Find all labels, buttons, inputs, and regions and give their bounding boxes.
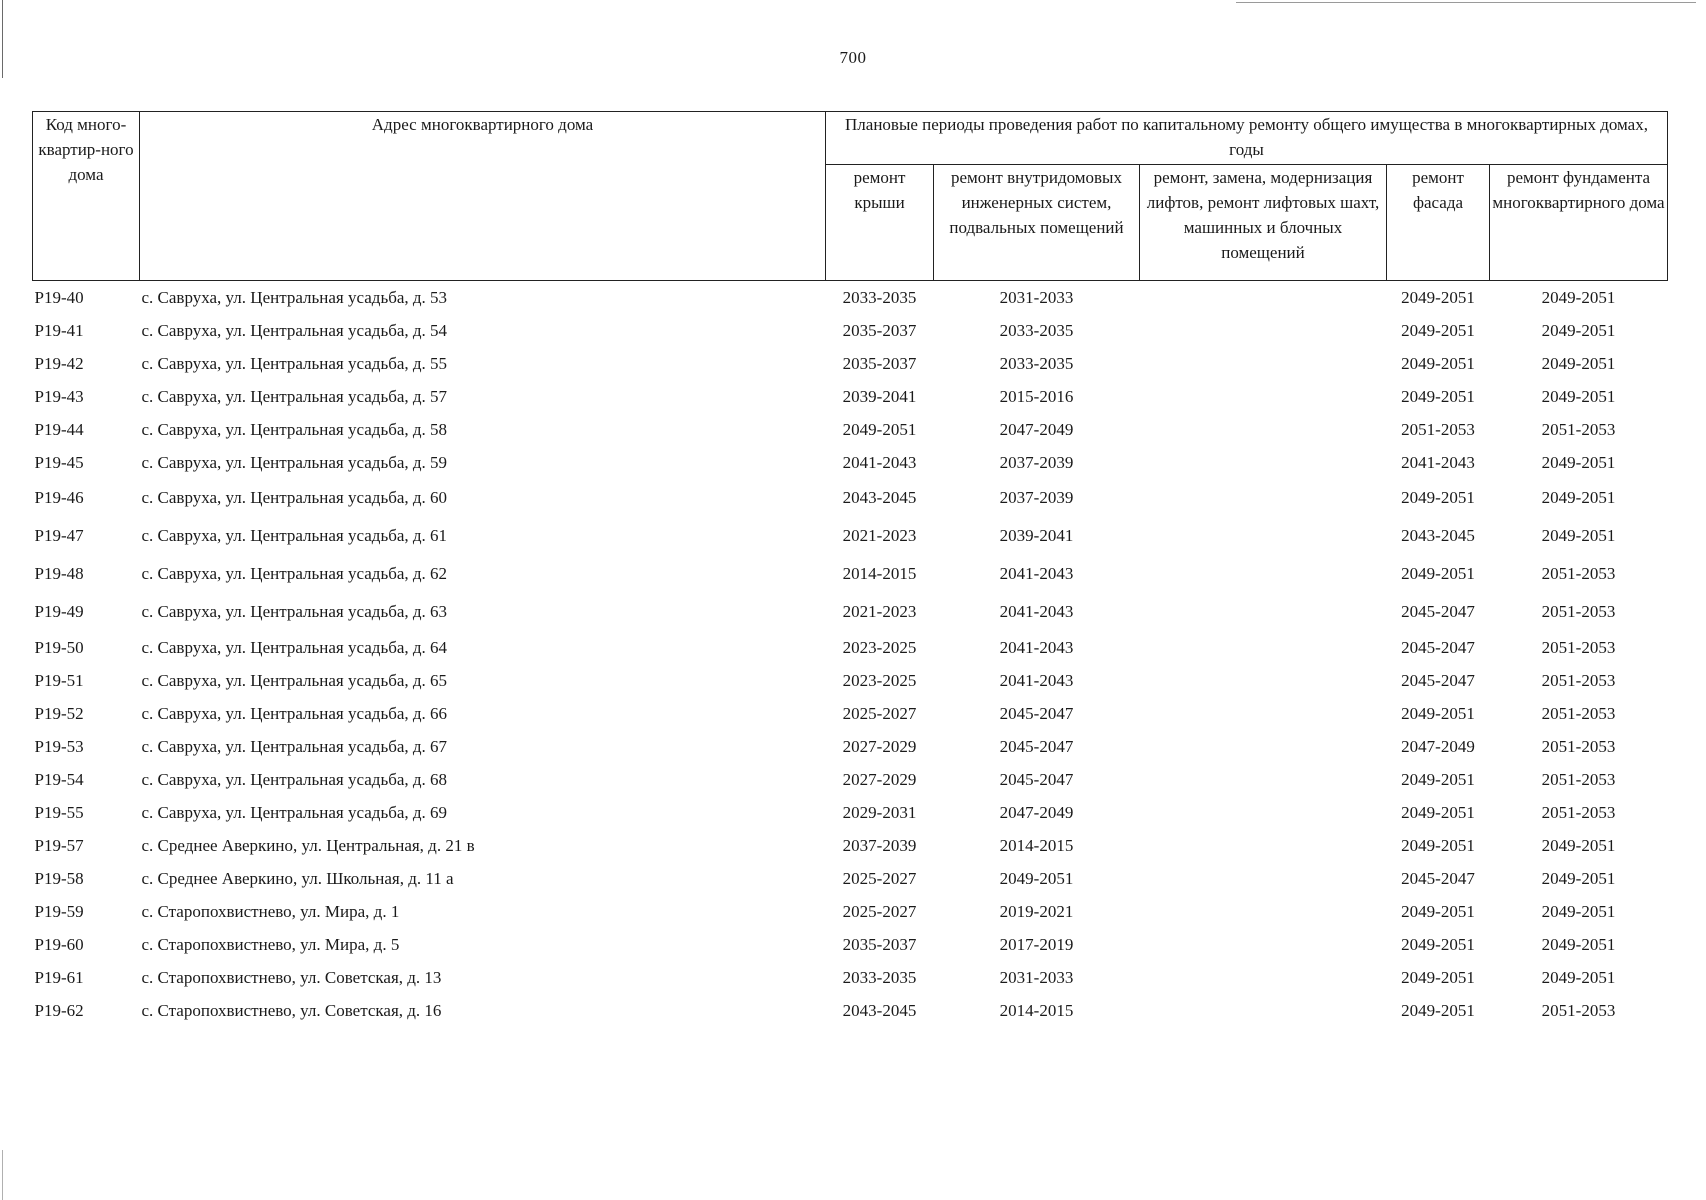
cell-address: с. Старопохвистнево, ул. Советская, д. 13 [141,967,442,987]
cell-facade: 2049-2051 [1401,320,1475,340]
table-row [33,730,1668,763]
cell-roof: 2025-2027 [842,868,917,888]
cell-elevators [1140,730,1387,763]
cell-code: Р19-50 [34,637,84,657]
scan-artifact-line [1236,2,1696,3]
cell-roof: 2043-2045 [842,1000,917,1020]
cell-facade: 2049-2051 [1401,703,1475,723]
cell-address: с. Савруха, ул. Центральная усадьба, д. 69 [141,802,448,822]
cell-foundation: 2049-2051 [1541,526,1616,545]
cell-foundation: 2051-2053 [1541,564,1616,583]
cell-elevators [1140,994,1387,1027]
cell-facade: 2049-2051 [1401,488,1475,507]
cell-elevators [1140,928,1387,961]
cell-facade: 2049-2051 [1401,967,1475,987]
cell-address: с. Савруха, ул. Центральная усадьба, д. 59 [141,452,448,472]
cell-elevators [1140,479,1387,517]
cell-code: Р19-43 [34,386,84,406]
cell-roof: 2027-2029 [842,736,917,756]
cell-roof: 2021-2023 [842,602,917,621]
cell-foundation: 2051-2053 [1541,1000,1616,1020]
cell-facade: 2049-2051 [1401,564,1475,583]
header-periods-group: Плановые периоды проведения работ по капитальному ремонту общего имущества в многоквартирных домах, годы [826,112,1668,165]
cell-code: Р19-54 [34,769,84,789]
cell-systems: 2031-2033 [999,967,1074,987]
cell-foundation: 2049-2051 [1541,868,1616,888]
cell-facade: 2049-2051 [1401,901,1475,921]
cell-roof: 2033-2035 [842,287,917,307]
cell-code: Р19-61 [34,967,84,987]
cell-facade: 2051-2053 [1401,419,1475,439]
cell-systems: 2041-2043 [999,670,1074,690]
cell-code: Р19-40 [34,287,84,307]
cell-systems: 2041-2043 [999,602,1074,621]
cell-facade: 2049-2051 [1401,1000,1475,1020]
table-row [33,593,1668,631]
cell-foundation: 2049-2051 [1541,967,1616,987]
table-row [33,961,1668,994]
table-row [33,796,1668,829]
cell-facade: 2041-2043 [1401,452,1475,472]
capital-repair-table [32,111,1668,1027]
cell-foundation: 2049-2051 [1541,287,1616,307]
cell-foundation: 2049-2051 [1541,452,1616,472]
cell-elevators [1140,517,1387,555]
table-row [33,928,1668,961]
cell-systems: 2045-2047 [999,769,1074,789]
table-row [33,347,1668,380]
cell-foundation: 2049-2051 [1541,488,1616,507]
cell-code: Р19-45 [34,452,84,472]
cell-address: с. Савруха, ул. Центральная усадьба, д. 67 [141,736,448,756]
header-systems: ремонт внутридомовых инженерных систем, подвальных помещений [934,165,1140,281]
table-row [33,517,1668,555]
header-facade: ремонт фасада [1387,165,1490,281]
cell-foundation: 2051-2053 [1541,736,1616,756]
scan-artifact-line [2,1150,3,1200]
cell-code: Р19-60 [34,934,84,954]
cell-facade: 2049-2051 [1401,835,1475,855]
cell-roof: 2023-2025 [842,637,917,657]
cell-address: с. Среднее Аверкино, ул. Школьная, д. 11 а [141,868,454,888]
cell-systems: 2047-2049 [999,419,1074,439]
cell-systems: 2033-2035 [999,320,1074,340]
cell-elevators [1140,593,1387,631]
cell-foundation: 2051-2053 [1541,802,1616,822]
cell-address: с. Савруха, ул. Центральная усадьба, д. 68 [141,769,448,789]
cell-code: Р19-59 [34,901,84,921]
cell-foundation: 2051-2053 [1541,602,1616,621]
cell-systems: 2045-2047 [999,736,1074,756]
cell-facade: 2047-2049 [1401,736,1475,756]
cell-foundation: 2049-2051 [1541,386,1616,406]
cell-code: Р19-41 [34,320,84,340]
cell-address: с. Савруха, ул. Центральная усадьба, д. 65 [141,670,448,690]
cell-systems: 2015-2016 [999,386,1074,406]
cell-elevators [1140,829,1387,862]
cell-foundation: 2051-2053 [1541,419,1616,439]
header-address: Адрес многоквартирного дома [140,112,826,281]
cell-elevators [1140,697,1387,730]
cell-elevators [1140,961,1387,994]
cell-facade: 2045-2047 [1401,637,1475,657]
cell-address: с. Старопохвистнево, ул. Мира, д. 1 [141,901,400,921]
cell-facade: 2045-2047 [1401,868,1475,888]
cell-systems: 2017-2019 [999,934,1074,954]
cell-elevators [1140,314,1387,347]
cell-roof: 2021-2023 [842,526,917,545]
cell-elevators [1140,555,1387,593]
table-row [33,763,1668,796]
cell-systems: 2049-2051 [999,868,1074,888]
table-row [33,664,1668,697]
cell-roof: 2035-2037 [842,353,917,373]
cell-foundation: 2049-2051 [1541,320,1616,340]
table-row [33,994,1668,1027]
header-foundation: ремонт фундамента многоквартирного дома [1490,165,1668,281]
cell-code: Р19-47 [34,526,84,545]
cell-elevators [1140,281,1387,315]
cell-code: Р19-58 [34,868,84,888]
cell-facade: 2049-2051 [1401,353,1475,373]
cell-code: Р19-55 [34,802,84,822]
table-row [33,281,1668,315]
cell-code: Р19-49 [34,602,84,621]
cell-foundation: 2049-2051 [1541,934,1616,954]
cell-code: Р19-62 [34,1000,84,1020]
cell-code: Р19-42 [34,353,84,373]
cell-facade: 2049-2051 [1401,386,1475,406]
table-row [33,895,1668,928]
header-code: Код много-квартир-ного дома [33,112,140,281]
cell-elevators [1140,763,1387,796]
table-row [33,314,1668,347]
cell-address: с. Савруха, ул. Центральная усадьба, д. 54 [141,320,448,340]
cell-code: Р19-52 [34,703,84,723]
table-row [33,631,1668,664]
cell-code: Р19-51 [34,670,84,690]
cell-address: с. Савруха, ул. Центральная усадьба, д. 64 [141,637,448,657]
table-row [33,697,1668,730]
cell-facade: 2043-2045 [1401,526,1475,545]
cell-systems: 2037-2039 [999,452,1074,472]
cell-roof: 2025-2027 [842,901,917,921]
cell-code: Р19-48 [34,564,84,583]
cell-systems: 2031-2033 [999,287,1074,307]
cell-foundation: 2051-2053 [1541,703,1616,723]
cell-elevators [1140,380,1387,413]
cell-roof: 2035-2037 [842,320,917,340]
cell-elevators [1140,347,1387,380]
cell-roof: 2027-2029 [842,769,917,789]
table-body [33,281,1668,1028]
cell-address: с. Савруха, ул. Центральная усадьба, д. 58 [141,419,448,439]
cell-address: с. Савруха, ул. Центральная усадьба, д. 61 [141,526,448,545]
cell-elevators [1140,446,1387,479]
cell-code: Р19-53 [34,736,84,756]
cell-facade: 2049-2051 [1401,934,1475,954]
cell-roof: 2029-2031 [842,802,917,822]
cell-roof: 2025-2027 [842,703,917,723]
cell-elevators [1140,413,1387,446]
cell-address: с. Старопохвистнево, ул. Мира, д. 5 [141,934,400,954]
table-row [33,829,1668,862]
cell-address: с. Савруха, ул. Центральная усадьба, д. 62 [141,564,448,583]
cell-systems: 2045-2047 [999,703,1074,723]
cell-roof: 2039-2041 [842,386,917,406]
cell-roof: 2041-2043 [842,452,917,472]
table-row [33,479,1668,517]
cell-address: с. Савруха, ул. Центральная усадьба, д. 55 [141,353,448,373]
cell-facade: 2045-2047 [1401,670,1475,690]
cell-foundation: 2051-2053 [1541,637,1616,657]
cell-roof: 2014-2015 [842,564,917,583]
cell-address: с. Савруха, ул. Центральная усадьба, д. 53 [141,287,448,307]
cell-systems: 2041-2043 [999,564,1074,583]
cell-foundation: 2049-2051 [1541,835,1616,855]
table-row [33,380,1668,413]
cell-address: с. Савруха, ул. Центральная усадьба, д. 60 [141,488,448,507]
cell-address: с. Среднее Аверкино, ул. Центральная, д. 21 в [141,835,475,855]
cell-elevators [1140,895,1387,928]
cell-elevators [1140,862,1387,895]
cell-elevators [1140,631,1387,664]
cell-foundation: 2051-2053 [1541,769,1616,789]
header-elevators: ремонт, замена, модернизация лифтов, ремонт лифтовых шахт, машинных и блочных помещений [1140,165,1387,281]
cell-systems: 2037-2039 [999,488,1074,507]
cell-code: Р19-44 [34,419,84,439]
cell-roof: 2023-2025 [842,670,917,690]
cell-foundation: 2049-2051 [1541,353,1616,373]
table-header [33,112,1668,281]
cell-roof: 2049-2051 [842,419,917,439]
cell-systems: 2039-2041 [999,526,1074,545]
table-row [33,555,1668,593]
cell-roof: 2033-2035 [842,967,917,987]
cell-roof: 2043-2045 [842,488,917,507]
cell-systems: 2033-2035 [999,353,1074,373]
cell-elevators [1140,664,1387,697]
cell-foundation: 2049-2051 [1541,901,1616,921]
cell-address: с. Старопохвистнево, ул. Советская, д. 16 [141,1000,442,1020]
table-row [33,413,1668,446]
cell-systems: 2014-2015 [999,835,1074,855]
table-row [33,446,1668,479]
cell-code: Р19-57 [34,835,84,855]
cell-roof: 2035-2037 [842,934,917,954]
cell-foundation: 2051-2053 [1541,670,1616,690]
cell-systems: 2047-2049 [999,802,1074,822]
cell-address: с. Савруха, ул. Центральная усадьба, д. 63 [141,602,448,621]
cell-systems: 2041-2043 [999,637,1074,657]
header-roof: ремонт крыши [826,165,934,281]
cell-facade: 2049-2051 [1401,769,1475,789]
page-number: 700 [839,48,867,67]
cell-systems: 2019-2021 [999,901,1074,921]
cell-facade: 2049-2051 [1401,287,1475,307]
cell-facade: 2045-2047 [1401,602,1475,621]
cell-address: с. Савруха, ул. Центральная усадьба, д. 66 [141,703,448,723]
cell-roof: 2037-2039 [842,835,917,855]
cell-elevators [1140,796,1387,829]
cell-code: Р19-46 [34,488,84,507]
cell-address: с. Савруха, ул. Центральная усадьба, д. 57 [141,386,448,406]
cell-facade: 2049-2051 [1401,802,1475,822]
cell-systems: 2014-2015 [999,1000,1074,1020]
table-row [33,862,1668,895]
